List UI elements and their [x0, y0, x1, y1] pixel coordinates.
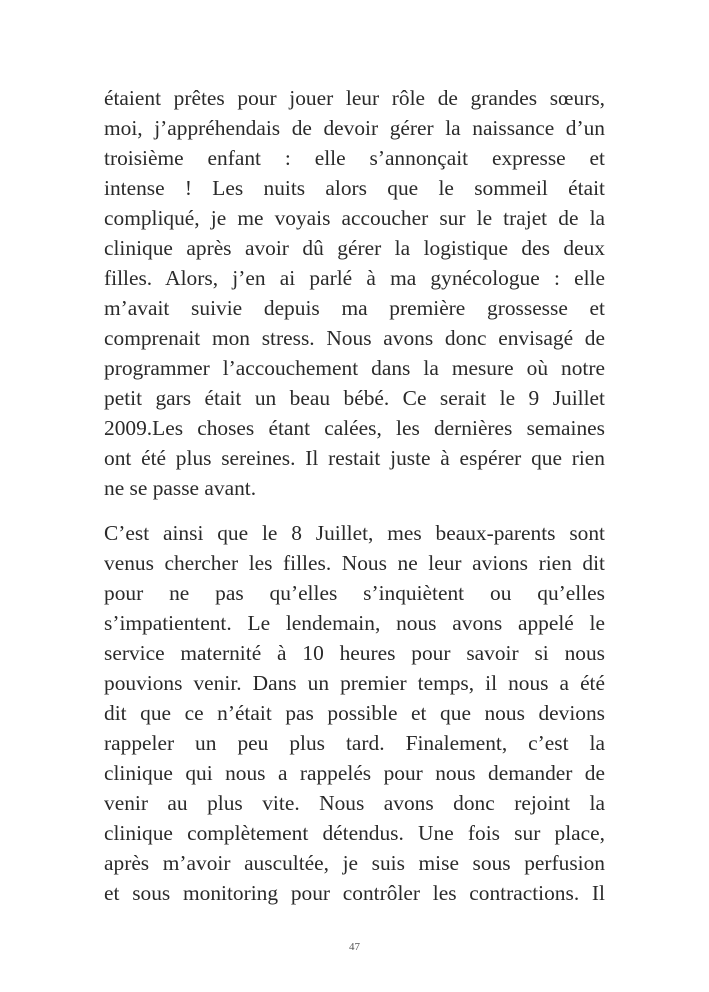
paragraph-1	[104, 83, 605, 503]
text-line: clinique après avoir dû gérer la logistique des deux	[104, 236, 605, 260]
text-line: pouvions venir. Dans un premier temps, il nous a été	[104, 671, 605, 695]
text-line: clinique qui nous a rappelés pour nous demander de	[104, 761, 605, 785]
text-line: 2009.Les choses étant calées, les dernières semaines	[104, 416, 605, 440]
text-line: dit que ce n’était pas possible et que nous devions	[104, 701, 605, 725]
text-line: et sous monitoring pour contrôler les contractions. Il	[104, 881, 605, 905]
text-line: filles. Alors, j’en ai parlé à ma gynécologue : elle	[104, 266, 605, 290]
text-line: ne se passe avant.	[104, 476, 257, 500]
text-line: s’impatientent. Le lendemain, nous avons appelé le	[104, 611, 605, 635]
text-line: venus chercher les filles. Nous ne leur avions rien dit	[104, 551, 605, 575]
page-number: 47	[349, 941, 360, 953]
text-line: petit gars était un beau bébé. Ce serait le 9 Juillet	[104, 386, 605, 410]
text-line: m’avait suivie depuis ma première grossesse et	[104, 296, 605, 320]
text-line: compliqué, je me voyais accoucher sur le trajet de la	[104, 206, 605, 230]
text-line: clinique complètement détendus. Une fois sur place,	[104, 821, 605, 845]
text-line: venir au plus vite. Nous avons donc rejoint la	[104, 791, 605, 815]
text-line: programmer l’accouchement dans la mesure où notre	[104, 356, 605, 380]
text-line: après m’avoir auscultée, je suis mise sous perfusion	[104, 851, 605, 875]
text-line: comprenait mon stress. Nous avons donc envisagé de	[104, 326, 605, 350]
paragraph-2	[104, 518, 605, 908]
text-line: service maternité à 10 heures pour savoir si nous	[104, 641, 605, 665]
text-line: intense ! Les nuits alors que le sommeil était	[104, 176, 605, 200]
text-line: pour ne pas qu’elles s’inquiètent ou qu’elles	[104, 581, 605, 605]
text-line: troisième enfant : elle s’annonçait expresse et	[104, 146, 605, 170]
text-line: étaient prêtes pour jouer leur rôle de grandes sœurs,	[104, 86, 605, 110]
text-line: C’est ainsi que le 8 Juillet, mes beaux-parents sont	[104, 521, 605, 545]
text-line: ont été plus sereines. Il restait juste à espérer que rien	[104, 446, 605, 470]
text-line: rappeler un peu plus tard. Finalement, c’est la	[104, 731, 605, 755]
text-line: moi, j’appréhendais de devoir gérer la naissance d’un	[104, 116, 605, 140]
